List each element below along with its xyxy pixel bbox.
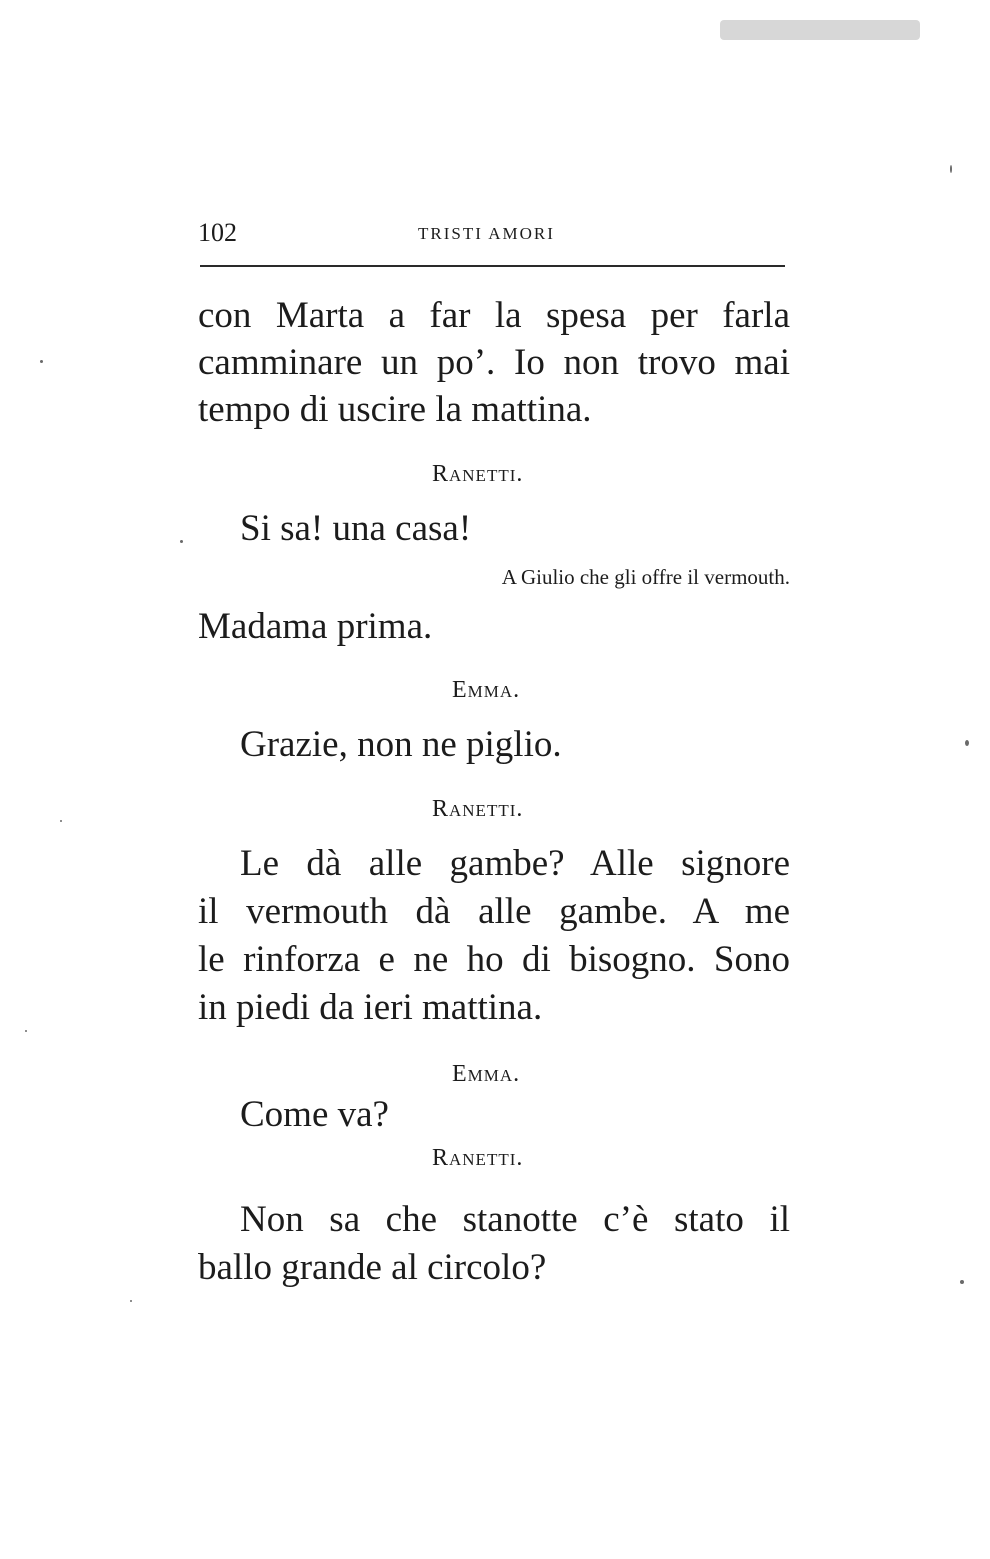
scan-speck <box>950 165 952 173</box>
speaker-name: Ranetti. <box>432 461 524 487</box>
scan-speck <box>180 540 183 543</box>
header-rule <box>200 265 785 267</box>
scan-smudge <box>720 20 920 40</box>
text-line: tempo di uscire la mattina. <box>198 389 592 430</box>
text-line: con Marta a far la spesa per farla <box>198 295 790 336</box>
scan-speck <box>965 740 969 746</box>
text-line: Le dà alle gambe? Alle signore <box>240 843 790 884</box>
dialogue-line: Come va? <box>240 1094 389 1135</box>
page-number: 102 <box>198 218 237 247</box>
speaker-name: Ranetti. <box>432 796 524 822</box>
speaker-name: Emma. <box>452 677 521 703</box>
speaker-name: Emma. <box>452 1061 521 1087</box>
text-line: Non sa che stanotte c’è stato il <box>240 1199 790 1240</box>
text-line: il vermouth dà alle gambe. A me <box>198 891 790 932</box>
page-header <box>198 218 786 252</box>
text-line: le rinforza e ne ho di bisogno. Sono <box>198 939 790 980</box>
dialogue-line: Grazie, non ne piglio. <box>240 724 562 765</box>
dialogue-line: Si sa! una casa! <box>240 508 472 549</box>
scan-speck <box>25 1030 27 1032</box>
text-line: camminare un po’. Io non trovo mai <box>198 342 790 383</box>
text-line: in piedi da ieri mattina. <box>198 987 543 1028</box>
running-title: TRISTI AMORI <box>418 224 555 243</box>
speaker-name: Ranetti. <box>432 1145 524 1171</box>
scan-speck <box>130 1300 132 1302</box>
scan-speck <box>40 360 43 363</box>
scan-speck <box>60 820 62 822</box>
scan-speck <box>960 1280 964 1284</box>
dialogue-line: Madama prima. <box>198 606 433 647</box>
text-line: ballo grande al circolo? <box>198 1247 547 1288</box>
stage-direction: A Giulio che gli offre il vermouth. <box>501 565 790 589</box>
